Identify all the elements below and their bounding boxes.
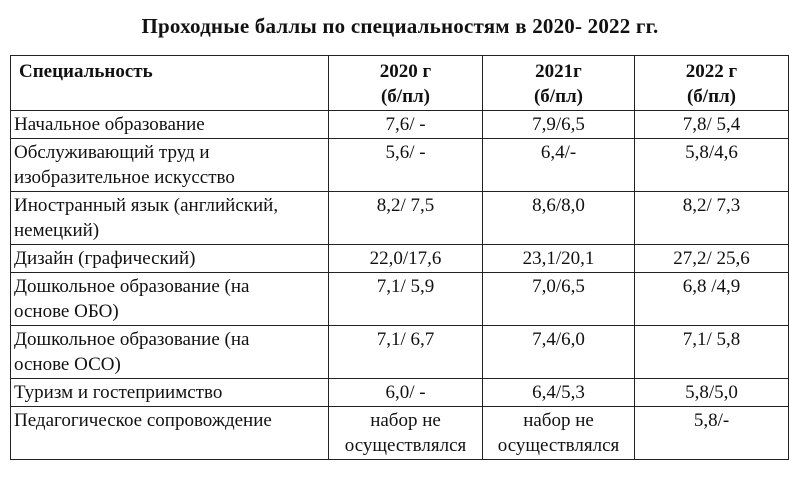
cell-text-line: Туризм и гостеприимство <box>14 382 223 403</box>
cell-text-line: Иностранный язык (английский, <box>14 195 279 216</box>
cell-text-line: 7,1/ 6,7 <box>376 329 435 350</box>
table-row <box>11 245 789 273</box>
value-2020-cell <box>329 273 483 326</box>
cell-text-line: 7,1/ 5,8 <box>682 329 741 350</box>
value-2021-cell <box>483 326 635 379</box>
header-2020 <box>329 56 483 111</box>
specialty-cell <box>11 245 329 273</box>
value-2022-cell <box>635 245 789 273</box>
cell-text-line: 23,1/20,1 <box>522 248 595 269</box>
value-2022-cell <box>635 379 789 407</box>
header-2020-unit: (б/пл) <box>380 86 431 107</box>
table-row <box>11 192 789 245</box>
cell-text-line: 7,0/6,5 <box>532 276 585 297</box>
value-2022-cell <box>635 273 789 326</box>
value-2020-cell <box>329 139 483 192</box>
specialty-cell <box>11 407 329 460</box>
table-body <box>11 111 789 460</box>
cell-text-line: набор не <box>523 410 594 431</box>
cell-text-line: 6,0/ - <box>385 382 426 403</box>
cell-text-line: Начальное образование <box>14 114 205 135</box>
value-2020-cell <box>329 245 483 273</box>
cell-text-line: набор не <box>370 410 441 431</box>
value-2022-cell <box>635 326 789 379</box>
header-2021 <box>483 56 635 111</box>
cell-text-line: осуществлялся <box>344 435 467 456</box>
specialty-cell <box>11 379 329 407</box>
table-row <box>11 139 789 192</box>
header-specialty: Специальность <box>11 56 329 111</box>
value-2022-cell <box>635 139 789 192</box>
cell-text-line: осуществлялся <box>497 435 620 456</box>
value-2020-cell <box>329 111 483 139</box>
cell-text-line: 7,8/ 5,4 <box>682 114 741 135</box>
cell-text-line: Дизайн (графический) <box>14 248 196 269</box>
value-2022-cell <box>635 192 789 245</box>
scores-table <box>10 55 789 460</box>
value-2022-cell <box>635 111 789 139</box>
cell-text-line: Дошкольное образование (на <box>14 329 250 350</box>
header-row <box>11 56 789 111</box>
specialty-cell <box>11 192 329 245</box>
specialty-cell <box>11 111 329 139</box>
value-2021-cell <box>483 273 635 326</box>
cell-text-line: 7,6/ - <box>385 114 426 135</box>
value-2020-cell <box>329 192 483 245</box>
cell-text-line: 5,8/5,0 <box>685 382 738 403</box>
cell-text-line: 6,8 /4,9 <box>682 276 741 297</box>
cell-text-line: 6,4/- <box>540 142 577 163</box>
value-2021-cell <box>483 245 635 273</box>
cell-text-line: 6,4/5,3 <box>532 382 585 403</box>
cell-text-line: 7,4/6,0 <box>532 329 585 350</box>
specialty-cell <box>11 139 329 192</box>
value-2021-cell <box>483 139 635 192</box>
value-2021-cell <box>483 407 635 460</box>
cell-text-line: Обслуживающий труд и <box>14 142 210 163</box>
specialty-cell <box>11 326 329 379</box>
value-2022-cell <box>635 407 789 460</box>
header-2021-year: 2021г <box>535 61 582 82</box>
header-2020-year: 2020 г <box>379 61 432 82</box>
page-title: Проходные баллы по специальностям в 2020- 2022 гг. <box>141 14 659 38</box>
cell-text-line: основе ОБО) <box>14 301 119 322</box>
table-row <box>11 273 789 326</box>
cell-text-line: 5,6/ - <box>385 142 426 163</box>
value-2020-cell <box>329 326 483 379</box>
cell-text-line: основе ОСО) <box>14 354 121 375</box>
cell-text-line: изобразительное искусство <box>14 167 235 188</box>
cell-text-line: немецкий) <box>14 220 100 241</box>
table-row <box>11 407 789 460</box>
cell-text-line: Педагогическое сопровождение <box>14 410 272 431</box>
value-2021-cell <box>483 111 635 139</box>
cell-text-line: 5,8/- <box>693 410 730 431</box>
value-2020-cell <box>329 407 483 460</box>
table-row <box>11 111 789 139</box>
cell-text-line: 8,2/ 7,5 <box>376 195 435 216</box>
cell-text-line: Дошкольное образование (на <box>14 276 250 297</box>
specialty-cell <box>11 273 329 326</box>
header-2022 <box>635 56 789 111</box>
value-2021-cell <box>483 379 635 407</box>
header-2022-unit: (б/пл) <box>686 86 737 107</box>
value-2020-cell <box>329 379 483 407</box>
cell-text-line: 8,6/8,0 <box>532 195 585 216</box>
cell-text-line: 5,8/4,6 <box>685 142 738 163</box>
cell-text-line: 7,1/ 5,9 <box>376 276 435 297</box>
cell-text-line: 7,9/6,5 <box>532 114 585 135</box>
table-row <box>11 379 789 407</box>
header-2021-unit: (б/пл) <box>533 86 584 107</box>
cell-text-line: 27,2/ 25,6 <box>673 248 750 269</box>
cell-text-line: 22,0/17,6 <box>369 248 442 269</box>
value-2021-cell <box>483 192 635 245</box>
cell-text-line: 8,2/ 7,3 <box>682 195 741 216</box>
table-row <box>11 326 789 379</box>
header-2022-year: 2022 г <box>685 61 738 82</box>
